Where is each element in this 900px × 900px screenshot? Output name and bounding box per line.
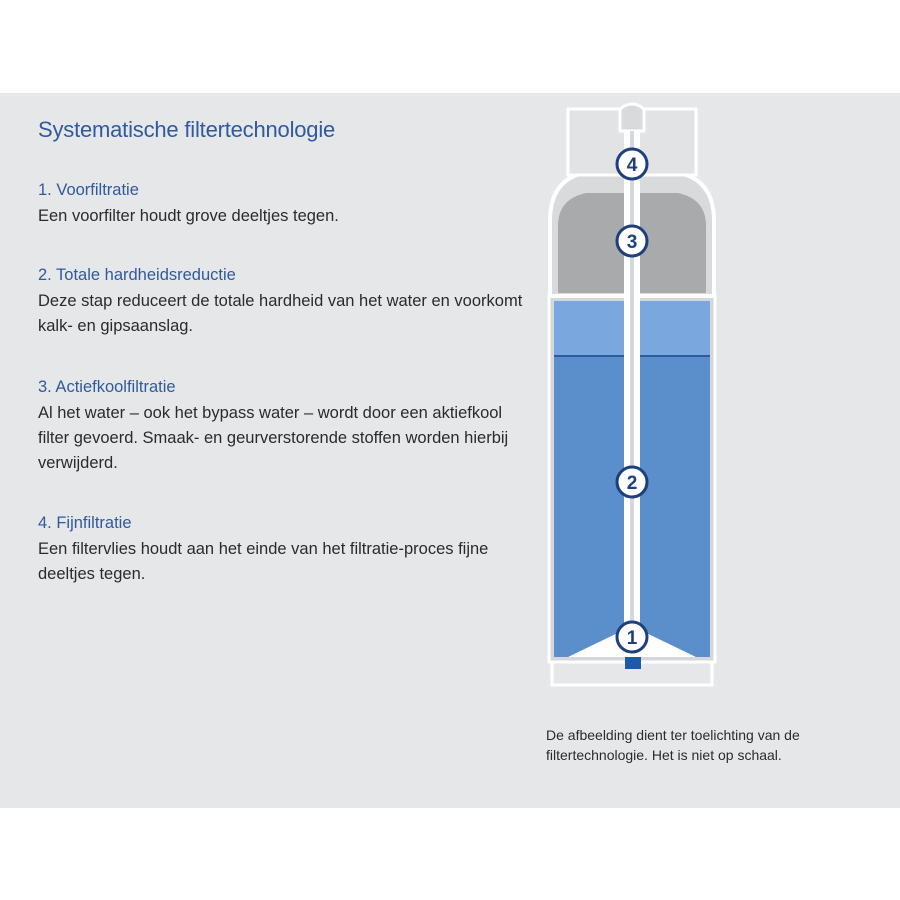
diagram-caption: De afbeelding dient ter toelichting van de filtertechnologie. Het is niet op schaal. bbox=[546, 727, 800, 763]
step-4-text: Een filtervlies houdt aan het einde van het filtratie-proces fijne deeltjes tegen. bbox=[38, 540, 489, 583]
marker-3 bbox=[617, 226, 647, 256]
step-4-heading: 4. Fijnfiltratie bbox=[38, 514, 132, 532]
marker-4-label: 4 bbox=[626, 155, 638, 176]
step-3-heading: 3. Actiefkoolfiltratie bbox=[38, 378, 176, 396]
marker-3-label: 3 bbox=[626, 232, 638, 253]
marker-2 bbox=[617, 467, 647, 497]
page-title: Systematische filtertechnologie bbox=[38, 117, 336, 142]
marker-1 bbox=[617, 622, 647, 652]
prefilter-inlet bbox=[625, 657, 641, 669]
step-1-heading: 1. Voorfiltratie bbox=[38, 181, 139, 199]
marker-2-label: 2 bbox=[626, 473, 638, 494]
step-2 bbox=[38, 266, 528, 339]
outlet-nozzle bbox=[620, 104, 644, 131]
marker-1-label: 1 bbox=[626, 628, 638, 649]
filter-cartridge-diagram bbox=[538, 101, 728, 691]
central-tube-core bbox=[630, 131, 634, 641]
step-3-text: Al het water – ook het bypass water – wordt door een aktiefkool filter gevoerd. Smaak- en geurverstorende stoffen worden hierbij verwijderd. bbox=[38, 404, 509, 472]
marker-4 bbox=[617, 149, 647, 179]
step-4 bbox=[38, 514, 528, 587]
step-2-heading: 2. Totale hardheidsreductie bbox=[38, 266, 236, 284]
step-3 bbox=[38, 378, 528, 476]
step-2-text: Deze stap reduceert de totale hardheid van het water en voorkomt kalk- en gipsaanslag. bbox=[38, 292, 523, 335]
step-1-text: Een voorfilter houdt grove deeltjes tegen. bbox=[38, 207, 339, 225]
info-panel bbox=[0, 93, 900, 808]
step-1 bbox=[38, 181, 528, 229]
